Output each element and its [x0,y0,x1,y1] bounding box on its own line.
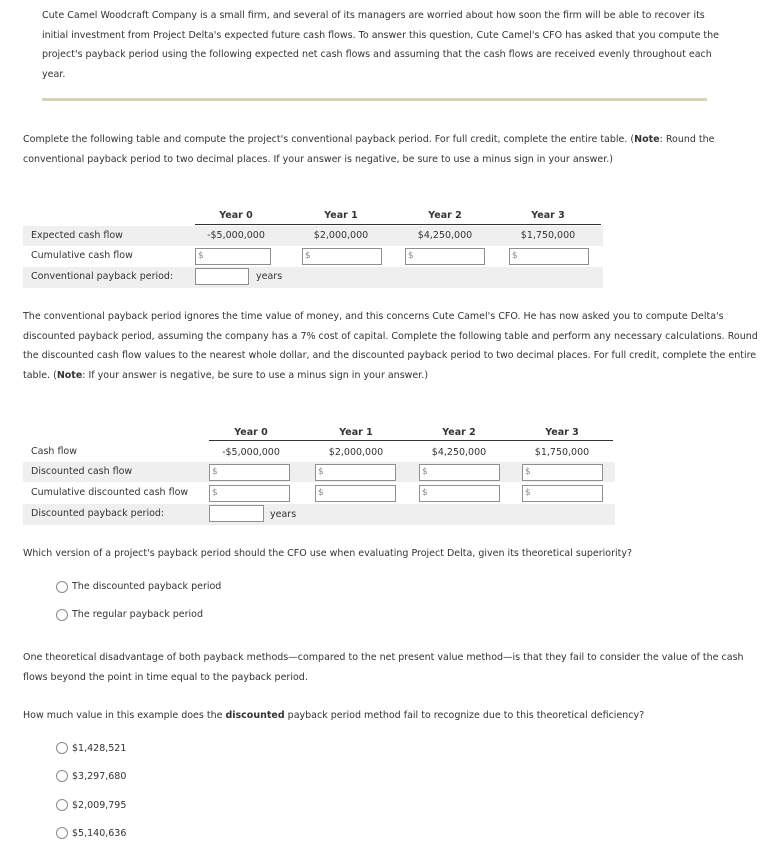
dollar-sign: $ [422,467,428,477]
dollar-sign: $ [318,467,324,477]
header-underline [195,224,601,225]
cash-flow-year-2: $4,250,000 [431,447,487,458]
note-label: Note [56,369,83,381]
question-which-version: Which version of a project's payback period should the CFO use when evaluating Project Delta, given its theoretical superiority? [23,548,633,559]
instructions-text-tail: : Round the conventional payback period to two decimal places. If your answer is negative, be sure to use a minus sign in your answer.) [23,134,715,165]
cash-flow-year-2: $4,250,000 [417,230,473,241]
header-year-1: Year 1 [324,210,358,221]
discounted-cash-flow-label: Discounted cash flow [31,466,133,477]
cumulative-cash-flow-input-year-3[interactable] [509,248,589,265]
header-year-2: Year 2 [428,210,462,221]
cumulative-discounted-input-year-1[interactable] [315,485,396,502]
dollar-sign: $ [408,251,414,261]
discounted-cash-flow-input-year-2[interactable] [419,464,500,481]
option-discounted-payback-label: The discounted payback period [72,581,222,592]
cumulative-discounted-input-year-3[interactable] [522,485,603,502]
instructions-text: The conventional payback period ignores the time value of money, and this concerns Cute Camel's CFO. He has now asked you to compute Delta's discounted payback period, assuming the company has a 7% cost of capital. Complete the following table and perform any necessary calculations. Round the discounted cash flow values to the nearest whole dollar, and the discounted payback period to two decimal places. For full credit, complete the entire table. ( [23,311,758,381]
cumulative-discounted-input-year-0[interactable] [209,485,290,502]
cash-flow-year-3: $1,750,000 [534,447,590,458]
dollar-sign: $ [512,251,518,261]
note-label: Note [634,134,660,145]
dollar-sign: $ [212,467,218,477]
discounted-payback-label: Discounted payback period: [31,508,165,519]
option-3-label: $2,009,795 [72,800,127,811]
option-regular-payback-label: The regular payback period [72,609,204,620]
cash-flow-year-0: -$5,000,000 [222,447,280,458]
radio-option-3[interactable] [56,799,68,811]
question-text: How much value in this example does the [23,710,226,721]
dollar-sign: $ [305,251,311,261]
option-2-label: $3,297,680 [72,771,127,782]
question-value-ignored [23,706,758,726]
cash-flow-year-3: $1,750,000 [520,230,576,241]
cumulative-cash-flow-input-year-0[interactable] [195,248,271,265]
dollar-sign: $ [525,467,531,477]
discounted-cash-flow-input-year-3[interactable] [522,464,603,481]
dollar-sign: $ [212,488,218,498]
header-year-1: Year 1 [339,427,373,438]
cash-flow-year-1: $2,000,000 [328,447,384,458]
dollar-sign: $ [422,488,428,498]
instructions-text: Complete the following table and compute the project's conventional payback period. For full credit, complete the entire table. ( [23,134,635,145]
payback-unit: years [270,509,297,520]
cash-flow-label: Cash flow [31,446,78,457]
expected-cash-flow-label: Expected cash flow [31,230,123,241]
header-year-0: Year 0 [234,427,268,438]
header-year-3: Year 3 [545,427,579,438]
cash-flow-year-1: $2,000,000 [313,230,369,241]
payback-unit: years [256,271,283,282]
intro-paragraph: Cute Camel Woodcraft Company is a small firm, and several of its managers are worried about how soon the firm will be able to recover its initial investment from Project Delta's expected future cash flows. To answer this question, Cute Camel's CFO has asked that you compute the project's payback period using the following expected net cash flows and assuming that the cash flows are received evenly throughout each year. [42,10,720,80]
question-text-tail: payback period method fail to recognize due to this theoretical deficiency? [284,710,645,721]
cumulative-discounted-cash-flow-label: Cumulative discounted cash flow [31,487,189,498]
radio-option-4[interactable] [56,827,68,839]
cumulative-cash-flow-label: Cumulative cash flow [31,250,133,261]
cash-flow-year-0: -$5,000,000 [207,230,265,241]
section-divider [42,98,707,101]
dollar-sign: $ [318,488,324,498]
cumulative-cash-flow-input-year-2[interactable] [405,248,485,265]
conventional-payback-table [23,205,603,290]
radio-discounted-payback[interactable] [56,581,68,593]
disadvantage-paragraph: One theoretical disadvantage of both payback methods—compared to the net present value method—is that they fail to consider the value of the cash flows beyond the point in time equal to the payback period. [23,652,744,683]
conventional-payback-label: Conventional payback period: [31,271,174,282]
header-year-2: Year 2 [442,427,476,438]
dollar-sign: $ [525,488,531,498]
conventional-payback-input[interactable] [195,268,249,285]
cumulative-discounted-input-year-2[interactable] [419,485,500,502]
discounted-payback-table [23,421,615,525]
discounted-cash-flow-input-year-0[interactable] [209,464,290,481]
discounted-cash-flow-input-year-1[interactable] [315,464,396,481]
header-year-0: Year 0 [219,210,253,221]
instructions-conventional [23,130,753,169]
question-bold-word: discounted [225,710,285,721]
cumulative-cash-flow-input-year-1[interactable] [302,248,382,265]
header-underline [209,440,613,441]
header-year-3: Year 3 [531,210,565,221]
instructions-text-tail: : If your answer is negative, be sure to use a minus sign in your answer.) [82,369,429,381]
radio-option-2[interactable] [56,770,68,782]
discounted-payback-input[interactable] [209,505,264,522]
option-4-label: $5,140,636 [72,828,127,839]
radio-option-1[interactable] [56,742,68,754]
dollar-sign: $ [198,251,204,261]
instructions-discounted [23,307,758,385]
option-1-label: $1,428,521 [72,743,127,754]
radio-regular-payback[interactable] [56,609,68,621]
